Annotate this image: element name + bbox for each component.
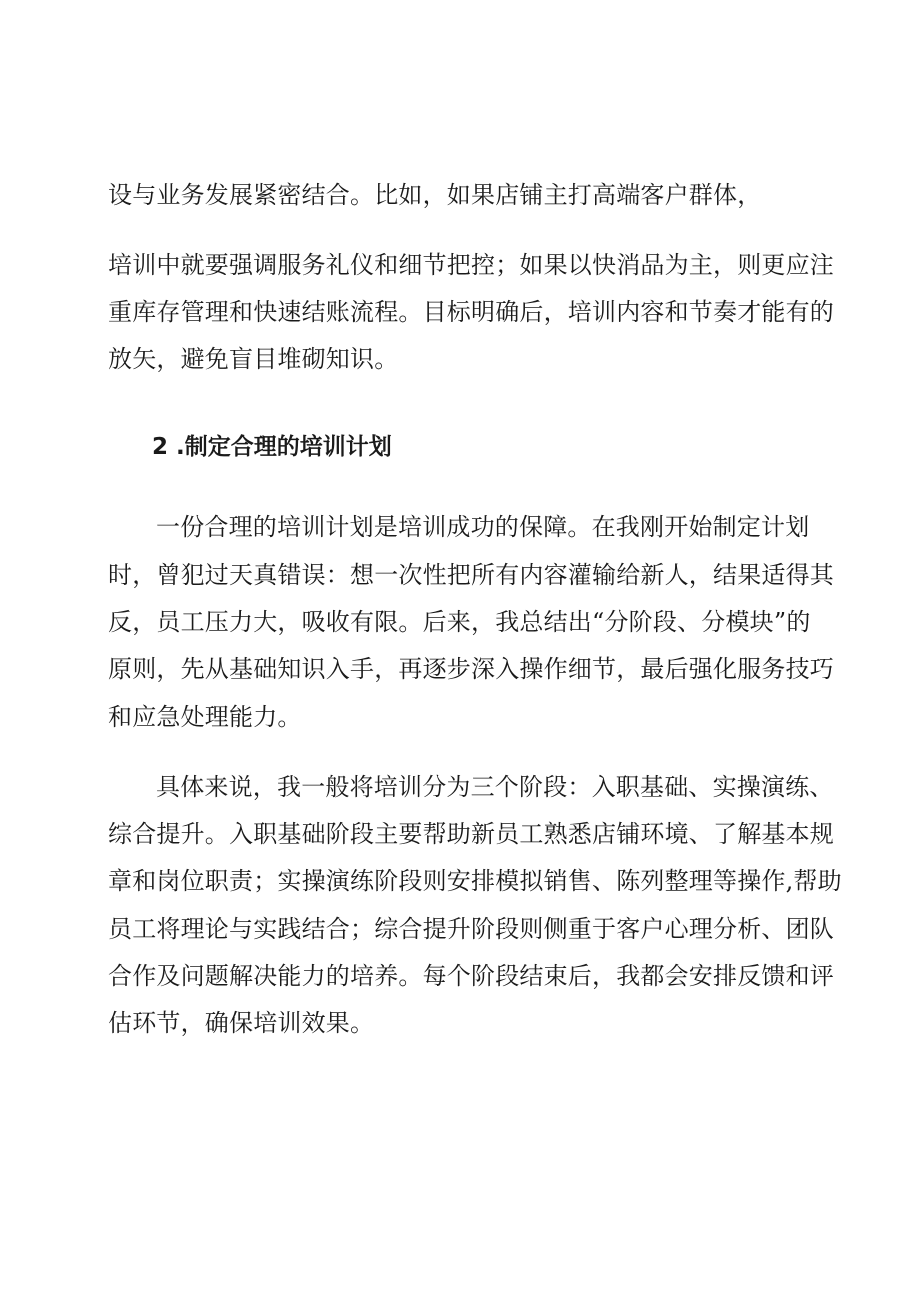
paragraph-line: 估环节，确保培训效果。 — [108, 1009, 375, 1037]
paragraph-line: 员工将理论与实践结合；综合提升阶段则侧重于客户心理分析、团队 — [108, 915, 834, 943]
paragraph-line: 放矢，避免盲目堆砌知识。 — [108, 345, 399, 373]
paragraph-line: 具体来说，我一般将培训分为三个阶段：入职基础、实操演练、 — [156, 773, 834, 801]
paragraph-line: 反，员工压力大，吸收有限。后来，我总结出“分阶段、分模块”的 — [108, 608, 811, 636]
paragraph-line: 综合提升。入职基础阶段主要帮助新员工熟悉店铺环境、了解基本规 — [108, 820, 834, 848]
paragraph-line: 培训中就要强调服务礼仪和细节把控；如果以快消品为主，则更应注 — [108, 251, 834, 279]
paragraph-line: 章和岗位职责；实操演练阶段则安排模拟销售、陈列整理等操作,帮助 — [108, 867, 842, 895]
paragraph-line: 重库存管理和快速结账流程。目标明确后，培训内容和节奏才能有的 — [108, 298, 834, 326]
paragraph-line: 和应急处理能力。 — [108, 703, 302, 731]
paragraph-line: 一份合理的培训计划是培训成功的保障。在我刚开始制定计划 — [156, 513, 810, 541]
paragraph-line: 设与业务发展紧密结合。比如，如果店铺主打高端客户群体， — [108, 181, 762, 209]
paragraph-line: 合作及问题解决能力的培养。每个阶段结束后，我都会安排反馈和评 — [108, 962, 834, 990]
section-heading: 2 .制定合理的培训计划 — [152, 434, 392, 460]
paragraph-line: 时，曾犯过天真错误：想一次性把所有内容灌输给新人，结果适得其 — [108, 561, 834, 589]
paragraph-line: 原则，先从基础知识入手，再逐步深入操作细节，最后强化服务技巧 — [108, 655, 834, 683]
